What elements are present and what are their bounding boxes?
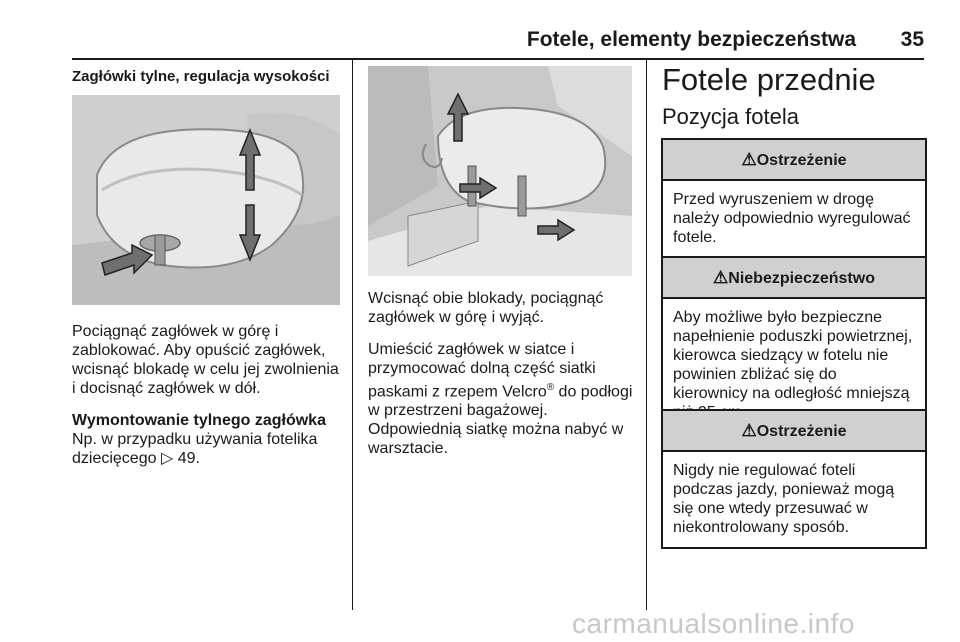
warning-triangle-icon: ⚠ (741, 150, 757, 169)
left-column-text (72, 322, 342, 481)
danger-box-title: Niebezpieczeństwo (728, 270, 875, 287)
paragraph-raise-headrest: Pociągnąć zagłówek w górę i zablokować. Aby opuścić zagłówek, wcisnąć blokadę w celu jej zwolnienia i docisnąć zagłówek w dół. (72, 323, 339, 397)
warning-box-2 (661, 409, 927, 549)
warning-box-body: Przed wyruszeniem w drogę należy odpowiednio wyregulować fotele. (673, 191, 911, 246)
section-heading-rear-headrest: Zagłówki tylne, regulacja wysokości (72, 68, 330, 85)
page-number: 35 (900, 28, 924, 51)
column-divider-2 (646, 60, 647, 610)
headrest-removal-illustration (368, 66, 632, 276)
paragraph-press-locks: Wcisnąć obie blokady, pociągnąć zagłówek w górę i wyjąć. (368, 290, 604, 326)
arrow-reference-icon: ▷ (160, 450, 174, 467)
warning-triangle-icon: ⚠ (741, 421, 757, 440)
warning-box-head (663, 411, 925, 452)
warning-triangle-icon: ⚠ (713, 268, 729, 287)
paragraph-net-velcro (368, 340, 638, 458)
middle-column-text (368, 289, 638, 471)
subsection-title-seat-position: Pozycja fotela (662, 104, 799, 129)
section-title-front-seats: Fotele przednie (662, 62, 876, 97)
warning-box-body: Nigdy nie regulować foteli podczas jazdy, ponieważ mogą się one wtedy przesuwać w niekontrolowany sposób. (673, 462, 895, 536)
column-divider-1 (352, 60, 353, 610)
warning-box-1 (661, 138, 927, 259)
paragraph-child-seat (72, 430, 342, 468)
rear-headrest-illustration (72, 95, 340, 305)
page-reference-link[interactable]: 49. (177, 450, 200, 467)
warning-box-head (663, 140, 925, 181)
danger-box-head (663, 258, 925, 299)
net-text-b: do podłogi w przestrzeni bagażowej. Odpowiednią siatkę można nabyć w warsztacie. (368, 383, 633, 458)
paragraph-child-seat-text: Np. w przypadku używania fotelika dziecięcego (72, 431, 318, 467)
danger-box (661, 256, 927, 434)
warning-box-title: Ostrzeżenie (756, 423, 847, 440)
danger-box-body: Aby możliwe było bezpieczne napełnienie poduszki powietrznej, kierowca siedzący w fotelu nie powinien zbliżać się do kierownicy na odległość mniejszą (673, 309, 913, 402)
registered-mark: ® (546, 382, 555, 393)
net-text-a: Umieścić zagłówek w siatce i przymocować dolną część siatki paskami z rzepem Velcro (368, 341, 596, 401)
watermark: carmanualsonline.info (572, 608, 855, 639)
warning-box-title: Ostrzeżenie (756, 152, 847, 169)
header-rule (72, 58, 924, 60)
heading-remove-headrest: Wymontowanie tylnego zagłówka (72, 412, 326, 429)
page-header-title: Fotele, elementy bezpieczeństwa (526, 28, 856, 51)
